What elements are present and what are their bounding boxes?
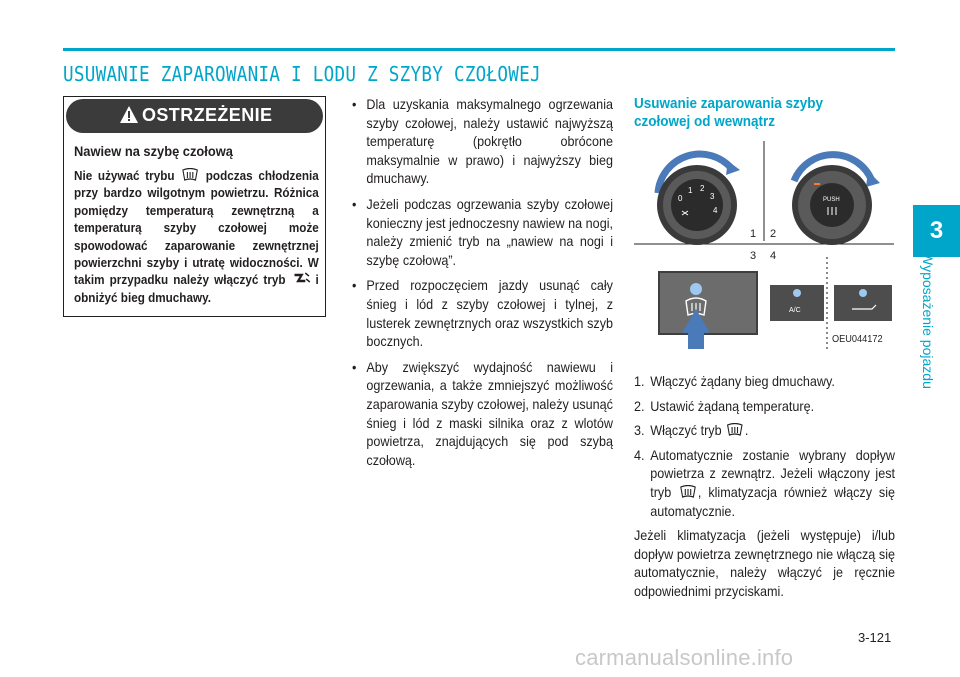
list-item: 4. Automatycznie zostanie wybrany dopływ powietrza z zewnątrz. Jeżeli włączony jest tryb , klimatyzacja również włączy się automatycznie. xyxy=(634,446,896,519)
push-label: PUSH xyxy=(823,197,840,203)
ac-button xyxy=(770,285,824,321)
list-item: 2. Ustawić żądaną temperaturę. xyxy=(634,397,815,414)
quadrant-label: 4 xyxy=(770,250,777,262)
air-intake-button xyxy=(834,285,892,321)
chapter-tab: 3 xyxy=(913,205,960,257)
warning-triangle-icon xyxy=(120,106,138,123)
figure-code: OEU044172 xyxy=(832,334,883,345)
section-heading: Usuwanie zaparowania szyby czołowej od wewnątrz xyxy=(634,95,824,130)
defrost-mode-icon xyxy=(180,168,200,182)
warning-body xyxy=(74,167,319,306)
ac-label: A/C xyxy=(789,307,801,314)
list-item: • Aby zwiększyć wydajność nawiewu i ogrzewania, a także zmniejszyć możliwość zaparowania szyby czołowej, należy usunąć śnieg i lód z maski silnika oraz z wlotów powietrza, znajdujących się pod szybą czołową. xyxy=(352,358,613,468)
warning-text-3: i obniżyć bieg dmuchawy. xyxy=(74,272,319,305)
defrost-mode-icon xyxy=(678,485,698,499)
climate-control-figure xyxy=(634,141,894,349)
bullet-list xyxy=(352,95,613,476)
knob-number: 0 xyxy=(678,194,683,203)
warning-subtitle: Nawiew na szybę czołową xyxy=(74,143,233,159)
warning-text-1: Nie używać trybu xyxy=(74,168,175,183)
closing-paragraph: Jeżeli klimatyzacja (jeżeli występuje) i/lub dopływ powietrza zewnętrznego nie włączą się automatycznie, należy włączyć je ręcznie odpowiednimi przyciskami. xyxy=(634,527,895,599)
knob-number: 2 xyxy=(700,184,705,193)
warning-banner xyxy=(66,99,323,133)
page-title: USUWANIE ZAPAROWANIA I LODU Z SZYBY CZOŁOWEJ xyxy=(63,62,541,86)
knob-number: 3 xyxy=(710,192,715,201)
list-item: • Dla uzyskania maksymalnego ogrzewania szyby czołowej, należy ustawić najwyższą temperaturę (pokrętło obrócone maksymalnie w prawo) i najwyższy bieg dmuchawy. xyxy=(352,96,613,187)
list-item: 1. Włączyć żądany bieg dmuchawy. xyxy=(634,373,835,389)
warning-box xyxy=(63,96,326,317)
steps-list xyxy=(634,372,895,601)
knob-number: 4 xyxy=(713,206,718,215)
knob-number: 1 xyxy=(688,186,693,195)
floor-defrost-mode-icon xyxy=(291,272,311,286)
chapter-label: Wyposażenie pojazdu xyxy=(920,252,936,389)
quadrant-label: 1 xyxy=(750,228,757,240)
quadrant-label: 2 xyxy=(770,228,777,240)
watermark: carmanualsonline.info xyxy=(575,645,794,670)
warning-label: OSTRZEŻENIE xyxy=(142,105,273,125)
header-rule xyxy=(63,48,895,51)
defrost-mode-icon xyxy=(725,423,745,437)
list-item: • Jeżeli podczas ogrzewania szyby czołowej konieczny jest jednoczesny nawiew na nogi, należy zmienić tryb na „nawiew na nogi i szybę czołową”. xyxy=(352,195,613,268)
warning-text-2: podczas chłodzenia przy bardzo wilgotnym powietrzu. Różnica pomiędzy temperaturą zewnętrzną a temperaturą szyby czołowej może spowodować zaparowanie zewnętrznej powierzchni szyby i utratę widoczności. W takim przypadku należy włączyć tryb xyxy=(74,168,319,288)
quadrant-label: 3 xyxy=(750,250,757,262)
list-item: 3. Włączyć tryb . xyxy=(634,422,749,439)
page-number: 3-121 xyxy=(858,630,892,645)
list-item: • Przed rozpoczęciem jazdy usunąć cały śnieg i lód z szyby czołowej i tylnej, z lusterek zewnętrznych oraz wszystkich szyb bocznych. xyxy=(352,277,613,350)
